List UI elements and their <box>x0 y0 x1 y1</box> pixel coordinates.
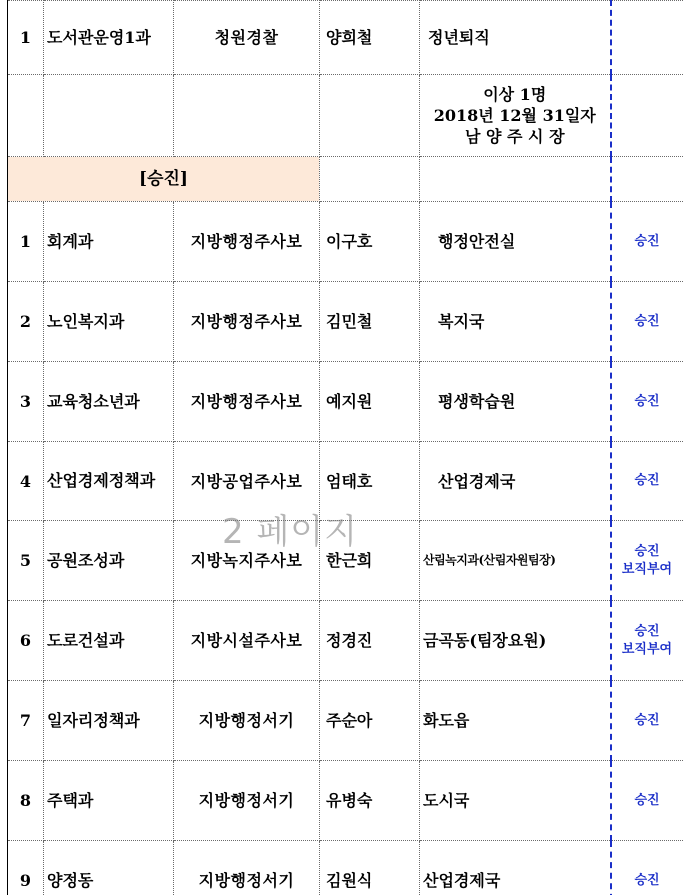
destination-cell: 행정안전실 <box>420 202 611 282</box>
note-primary: 승진 <box>634 792 660 808</box>
destination-cell: 복지국 <box>420 282 611 362</box>
row-number: 1 <box>8 1 44 75</box>
note-primary: 승진 <box>634 712 660 728</box>
destination-cell: 산림녹지과(산림자원팀장) <box>420 521 611 601</box>
name-cell: 유병숙 <box>320 761 420 841</box>
note-secondary: 보직부여 <box>621 641 673 657</box>
signature-date: 2018년 12월 31일자 <box>433 106 596 125</box>
row-number: 9 <box>8 841 44 895</box>
destination-cell: 화도읍 <box>420 681 611 761</box>
table-row <box>8 362 684 442</box>
row-number: 6 <box>8 601 44 681</box>
page-watermark: 2 페이지 <box>222 512 358 552</box>
table-row <box>8 442 684 521</box>
note-primary: 승진 <box>634 473 660 488</box>
row-number: 1 <box>8 202 44 282</box>
grade-cell: 지방행정주사보 <box>174 362 320 442</box>
grade-cell: 지방녹지주사보 <box>174 521 320 601</box>
table-row <box>8 841 684 895</box>
note-cell <box>611 761 684 841</box>
table-row <box>8 521 684 601</box>
table-row <box>8 761 684 841</box>
note-cell <box>611 601 684 681</box>
note-primary: 승진 <box>634 313 660 329</box>
grade-cell: 지방행정서기 <box>174 841 320 895</box>
name-cell: 김원식 <box>320 841 420 895</box>
note-primary: 승진 <box>634 872 660 888</box>
grade-cell: 지방시설주사보 <box>174 601 320 681</box>
destination-cell: 도시국 <box>420 761 611 841</box>
note-cell <box>611 841 684 895</box>
name-cell: 한근희 <box>320 521 420 601</box>
signature-issuer: 남 양 주 시 장 <box>464 127 565 146</box>
table-row <box>8 282 684 362</box>
name-cell: 주순아 <box>320 681 420 761</box>
grade-cell: 지방공업주사보 <box>174 442 320 521</box>
note-primary: 승진 <box>634 543 660 559</box>
row-number: 4 <box>8 442 44 521</box>
destination-cell: 산업경제국 <box>420 442 611 521</box>
note-cell <box>611 681 684 761</box>
note-cell <box>611 521 684 601</box>
department-cell: 도로건설과 <box>44 601 174 681</box>
note-cell <box>611 202 684 282</box>
name-cell: 양희철 <box>320 1 420 75</box>
table-row <box>8 1 684 75</box>
row-number: 3 <box>8 362 44 442</box>
department-cell: 일자리정책과 <box>44 681 174 761</box>
department-cell: 회계과 <box>44 202 174 282</box>
note-secondary: 보직부여 <box>621 561 673 577</box>
destination-cell: 정년퇴직 <box>420 1 611 75</box>
department-cell: 노인복지과 <box>44 282 174 362</box>
signature-count: 이상 1명 <box>483 85 547 104</box>
grade-cell: 청원경찰 <box>174 1 320 75</box>
row-number: 5 <box>8 521 44 601</box>
department-cell: 양정동 <box>44 841 174 895</box>
personnel-table <box>7 0 683 895</box>
row-number: 2 <box>8 282 44 362</box>
department-cell: 산업경제정책과 <box>44 442 174 521</box>
department-cell: 도서관운영1과 <box>44 1 174 75</box>
section-row <box>8 157 684 202</box>
department-cell: 공원조성과 <box>44 521 174 601</box>
grade-cell: 지방행정서기 <box>174 681 320 761</box>
table-row <box>8 601 684 681</box>
note-primary: 승진 <box>634 233 660 249</box>
note-cell <box>611 442 684 521</box>
note-primary: 승진 <box>634 393 660 409</box>
row-number: 8 <box>8 761 44 841</box>
name-cell: 김민철 <box>320 282 420 362</box>
note-cell <box>611 1 684 75</box>
signature-row <box>8 75 684 157</box>
department-cell: 교육청소년과 <box>44 362 174 442</box>
table-row <box>8 202 684 282</box>
note-cell <box>611 362 684 442</box>
signature-block <box>420 75 611 157</box>
department-cell: 주택과 <box>44 761 174 841</box>
note-primary: 승진 <box>634 623 660 639</box>
destination-cell: 금곡동(팀장요원) <box>420 601 611 681</box>
name-cell: 예지원 <box>320 362 420 442</box>
destination-cell: 평생학습원 <box>420 362 611 442</box>
grade-cell: 지방행정주사보 <box>174 202 320 282</box>
table-row <box>8 681 684 761</box>
destination-cell: 산업경제국 <box>420 841 611 895</box>
grade-cell: 지방행정주사보 <box>174 282 320 362</box>
note-cell <box>611 282 684 362</box>
name-cell: 이구호 <box>320 202 420 282</box>
section-title: [승진] <box>8 157 320 202</box>
row-number: 7 <box>8 681 44 761</box>
personnel-table-sheet <box>7 0 683 895</box>
grade-cell: 지방행정서기 <box>174 761 320 841</box>
name-cell: 엄태호 <box>320 442 420 521</box>
name-cell: 정경진 <box>320 601 420 681</box>
